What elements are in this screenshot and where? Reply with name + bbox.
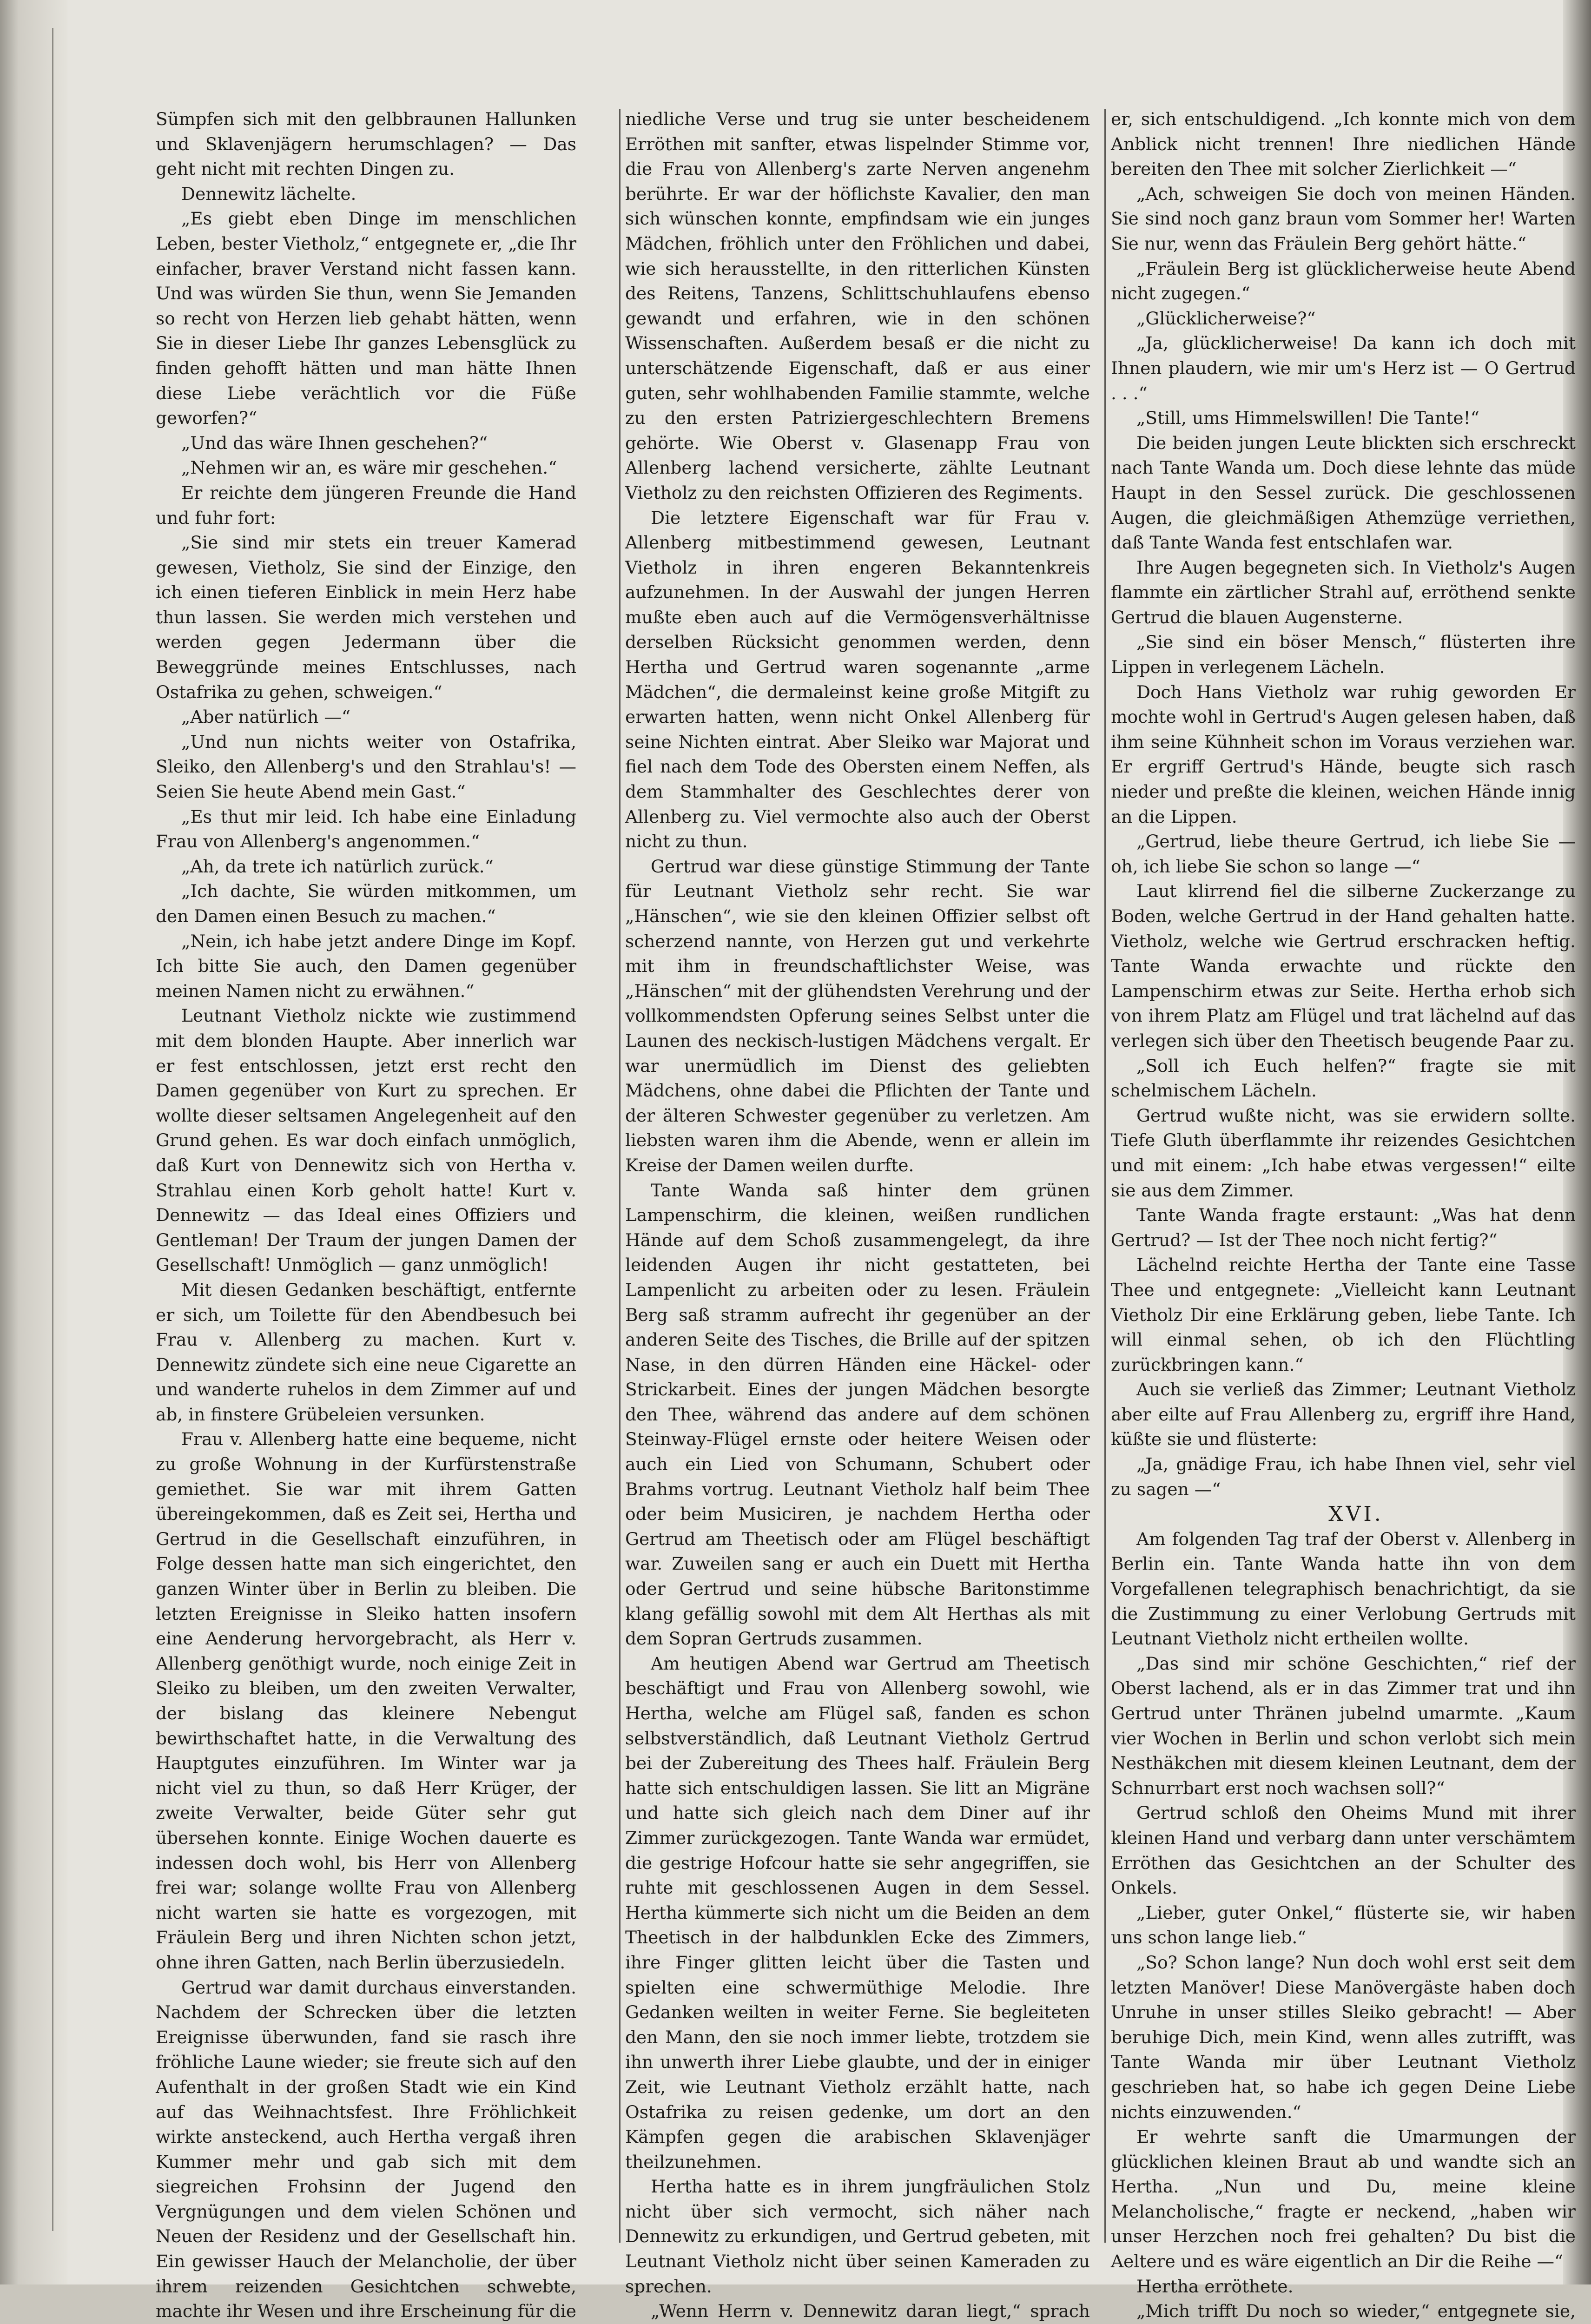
paragraph: Sümpfen sich mit den gelbbraunen Hallunken und Sklavenjägern herumschlagen? — Das geht nicht mit rechten Dingen zu. [156, 109, 576, 179]
paragraph: Gertrud war diese günstige Stimmung der Tante für Leutnant Vietholz sehr recht. Sie war „Hänschen“, wie sie den kleinen Offizier selbst oft scherzend nannte, von Herzen gut und verkehrte mit ihm in freundschaftlichster Weise, was „Hänschen“ mit der glühendsten Verehrung und der vollkommendsten Opferung seines Selbst unter die Launen des neckisch-lustigen Mädchens vergalt. Er war unermüdlich im Dienst des geliebten Mädchens, ohne dabei die Pflichten der Tante und der älteren Schwester gegenüber zu verletzen. Am liebsten waren ihm die Abende, wenn er allein im Kreise der Damen weilen durfte. [625, 856, 1090, 1175]
paragraph: „Mich trifft Du noch so wieder,“ entgegnete sie, [1136, 2301, 1576, 2322]
paragraph: „Ja, glücklicherweise! Da kann ich doch mit Ihnen plaudern, wie mir um's Herz ist — O Gertrud . . .“ [1111, 333, 1576, 403]
paragraph: Hertha erröthete. [1136, 2276, 1294, 2297]
paragraph: Gertrud war damit durchaus einverstanden. Nachdem der Schrecken über die letzten Ereignisse überwunden, fand sie rasch ihre fröhliche Laune wieder; sie freute sich auf den Aufenthalt in der großen Stadt wie ein Kind auf das Weihnachtsfest. Ihre Fröhlichkeit wirkte ansteckend, auch Hertha vergaß ihren Kummer mehr und gab sich mit dem siegreichen Frohsinn der Jugend den Vergnügungen und dem vielen Schönen und Neuen der Residenz und der Gesellschaft hin. Ein gewisser Hauch der Melancholie, der über ihrem reizenden Gesichtchen schwebte, machte ihr Wesen und ihre Erscheinung für die [156, 1977, 576, 2322]
column-rule [619, 109, 621, 2243]
paragraph: niedliche Verse und trug sie unter bescheidenem Erröthen mit sanfter, etwas lispelnder Stimme vor, die Frau von Allenberg's zarte Nerven angenehm berührte. Er war der höflichste Kavalier, den man sich wünschen konnte, empfindsam wie ein junges Mädchen, fröhlich unter den Fröhlichen und dabei, wie sich herausstellte, in den ritterlichen Künsten des Reitens, Tanzens, Schlittschuhlaufens ebenso gewandt und erfahren, wie in den schönen Wissenschaften. Außerdem besaß er die nicht zu unterschätzende Eigenschaft, daß er aus einer guten, sehr wohlhabenden Familie stammte, welche zu den ersten Patriziergeschlechtern Bremens gehörte. Wie Oberst v. Glasenapp Frau von Allenberg lachend versicherte, zählte Leutnant Vietholz zu den reichsten Offizieren des Regiments. [625, 109, 1090, 503]
text-column-2 [625, 107, 1090, 2322]
paragraph: „Ja, gnädige Frau, ich habe Ihnen viel, sehr viel zu sagen —“ [1111, 1454, 1576, 1499]
paragraph: „Und das wäre Ihnen geschehen?“ [181, 432, 488, 453]
paragraph: „Lieber, guter Onkel,“ flüsterte sie, wir haben uns schon lange lieb.“ [1111, 1902, 1576, 1948]
paragraph: Gertrud wußte nicht, was sie erwidern sollte. Tiefe Gluth überflammte ihr reizendes Gesichtchen und mit einem: „Ich habe etwas vergessen!“ eilte sie aus dem Zimmer. [1111, 1105, 1576, 1201]
paragraph: „Es thut mir leid. Ich habe eine Einladung Frau von Allenberg's angenommen.“ [156, 806, 576, 852]
paragraph: „Sie sind ein böser Mensch,“ flüsterten ihre Lippen in verlegenem Lächeln. [1111, 632, 1576, 678]
paragraph: „Das sind mir schöne Geschichten,“ rief der Oberst lachend, als er in das Zimmer trat und ihn Gertrud unter Thränen jubelnd umarmte. „Kaum vier Wochen in Berlin und schon verlobt sich mein Nesthäkchen mit diesem kleinen Leutnant, dem der Schnurrbart erst noch wachsen soll?“ [1111, 1653, 1576, 1798]
paragraph: „Still, ums Himmelswillen! Die Tante!“ [1136, 408, 1479, 429]
paragraph: Am folgenden Tag traf der Oberst v. Allenberg in Berlin ein. Tante Wanda hatte ihn von dem Vorgefallenen telegraphisch benachrichtigt, da sie die Zustimmung zu einer Verlobung Gertruds mit Leutnant Vietholz nicht ertheilen wollte. [1111, 1528, 1576, 1649]
paragraph: Lächelnd reichte Hertha der Tante eine Tasse Thee und entgegnete: „Vielleicht kann Leutnant Vietholz Dir eine Erklärung geben, liebe Tante. Ich will einmal sehen, ob ich den Flüchtling zurückbringen kann.“ [1111, 1254, 1576, 1375]
paragraph: „Gertrud, liebe theure Gertrud, ich liebe Sie — oh, ich liebe Sie schon so lange —“ [1111, 831, 1576, 877]
column-rule [1104, 109, 1106, 2243]
paragraph: Er wehrte sanft die Umarmungen der glücklichen kleinen Braut ab und wandte sich an Hertha. „Nun und Du, meine kleine Melancholische,“ fragte er neckend, „haben wir unser Herzchen noch frei gehalten? Du bist die Aeltere und es wäre eigentlich an Dir die Reihe —“ [1111, 2126, 1576, 2272]
paragraph: „Sie sind mir stets ein treuer Kamerad gewesen, Vietholz, Sie sind der Einzige, den ich einen tieferen Einblick in mein Herz habe thun lassen. Sie werden mich verstehen und werden gegen Jedermann über die Beweggründe meines Entschlusses, nach Ostafrika zu gehen, schweigen.“ [156, 532, 576, 702]
paragraph: Laut klirrend fiel die silberne Zuckerzange zu Boden, welche Gertrud in der Hand gehalten hatte. Vietholz, welche wie Gertrud erschracken heftig. Tante Wanda erwachte und rückte den Lampenschirm etwas zur Seite. Hertha erhob sich von ihrem Platz am Flügel und trat lächelnd auf das verlegen sich über den Theetisch beugende Paar zu. [1111, 881, 1576, 1051]
page-gutter [0, 0, 67, 2284]
gutter-edge [52, 28, 53, 2231]
paragraph: „Nein, ich habe jetzt andere Dinge im Kopf. Ich bitte Sie auch, den Damen gegenüber meinen Namen nicht zu erwähnen.“ [156, 931, 576, 1001]
paragraph: Gertrud schloß den Oheims Mund mit ihrer kleinen Hand und verbarg dann unter verschämtem Erröthen das Gesichtchen an der Schulter des Onkels. [1111, 1802, 1576, 1898]
paragraph: Dennewitz lächelte. [181, 183, 356, 204]
paragraph: Tante Wanda saß hinter dem grünen Lampenschirm, die kleinen, weißen rundlichen Hände auf dem Schoß zusammengelegt, da ihre leidenden Augen ihr nicht gestatteten, bei Lampenlicht zu arbeiten oder zu lesen. Fräulein Berg saß stramm aufrecht ihr gegenüber an der anderen Seite des Tisches, die Brille auf der spitzen Nase, in den dürren Händen eine Häckel- oder Strickarbeit. Eines der jungen Mädchen besorgte den Thee, während das andere auf dem schönen Steinway-Flügel ernste oder heitere Weisen oder auch ein Lied von Schumann, Schubert oder Brahms vortrug. Leutnant Vietholz half beim Thee oder beim Musiciren, je nachdem Hertha oder Gertrud am Theetisch oder am Flügel beschäftigt war. Zuweilen sang er auch ein Duett mit Hertha oder Gertrud und seine hübsche Baritonstimme klang gefällig sowohl mit dem Alt Herthas als mit dem Sopran Gertruds zusammen. [625, 1180, 1090, 1649]
paragraph: Die letztere Eigenschaft war für Frau v. Allenberg mitbestimmend gewesen, Leutnant Vietholz in ihren engeren Bekanntenkreis aufzunehmen. In der Auswahl der jungen Herren mußte eben auch auf die Vermögensverhältnisse derselben Rücksicht genommen werden, denn Hertha und Gertrud waren sogenannte „arme Mädchen“, die dermaleinst keine große Mitgift zu erwarten hatten, wenn nicht Onkel Allenberg für seine Nichten eintrat. Aber Sleiko war Majorat und fiel nach dem Tode des Obersten einem Neffen, als dem Stammhalter des Geschlechtes derer von Allenberg zu. Viel vermochte also auch der Oberst nicht zu thun. [625, 507, 1090, 852]
paragraph: „Nehmen wir an, es wäre mir geschehen.“ [181, 457, 557, 478]
paragraph: „Und nun nichts weiter von Ostafrika, Sleiko, den Allenberg's und den Strahlau's! — Seien Sie heute Abend mein Gast.“ [156, 731, 576, 802]
text-column-1 [156, 107, 576, 2322]
paragraph: Mit diesen Gedanken beschäftigt, entfernte er sich, um Toilette für den Abendbesuch bei Frau v. Allenberg zu machen. Kurt v. Dennewitz zündete sich eine neue Cigarette an und wanderte ruhelos in dem Zimmer auf und ab, in finstere Grübeleien versunken. [156, 1279, 576, 1425]
paragraph: „So? Schon lange? Nun doch wohl erst seit dem letzten Manöver! Diese Manövergäste haben doch Unruhe in unser stilles Sleiko gebracht! — Aber beruhige Dich, mein Kind, wenn alles zutrifft, was Tante Wanda mir über Leutnant Vietholz geschrieben hat, so habe ich gegen Deine Liebe nichts einzuwenden.“ [1111, 1952, 1576, 2122]
paragraph: Tante Wanda fragte erstaunt: „Was hat denn Gertrud? — Ist der Thee noch nicht fertig?“ [1111, 1205, 1576, 1250]
paragraph: Ihre Augen begegneten sich. In Vietholz's Augen flammte ein zärtlicher Strahl auf, erröthend senkte Gertrud die blauen Augensterne. [1111, 557, 1576, 627]
text-column-3 [1111, 107, 1576, 2322]
paragraph: „Ah, da trete ich natürlich zurück.“ [181, 856, 494, 877]
paragraph: „Ich dachte, Sie würden mitkommen, um den Damen einen Besuch zu machen.“ [156, 881, 576, 926]
paragraph: „Es giebt eben Dinge im menschlichen Leben, bester Vietholz,“ entgegnete er, „die Ihr einfacher, braver Verstand nicht fassen kann. Und was würden Sie thun, wenn Sie Jemanden so recht von Herzen lieb gehabt hätten, wenn Sie in dieser Liebe Ihr ganzes Lebensglück zu finden gehofft hätten und man hätte Ihnen diese Liebe verächtlich vor die Füße geworfen?“ [156, 208, 576, 429]
paragraph: Hertha hatte es in ihrem jungfräulichen Stolz nicht über sich vermocht, sich näher nach Dennewitz zu erkundigen, und Gertrud gebeten, mit Leutnant Vietholz nicht über seinen Kameraden zu sprechen. [625, 2176, 1090, 2297]
paragraph: „Fräulein Berg ist glücklicherweise heute Abend nicht zugegen.“ [1111, 258, 1576, 304]
paragraph: „Soll ich Euch helfen?“ fragte sie mit schelmischem Lächeln. [1111, 1055, 1576, 1101]
paragraph: Frau v. Allenberg hatte eine bequeme, nicht zu große Wohnung in der Kurfürstenstraße gemiethet. Sie war mit ihrem Gatten übereingekommen, daß es Zeit sei, Hertha und Gertrud in die Gesellschaft einzuführen, in Folge dessen hatte man sich eingerichtet, den ganzen Winter über in Berlin zu bleiben. Die letzten Ereignisse in Sleiko hatten insofern eine Aenderung hervorgebracht, als Herr v. Allenberg genöthigt wurde, noch einige Zeit in Sleiko zu bleiben, um den zweiten Verwalter, der bislang das kleinere Nebengut bewirthschaftet hatte, in die Verwaltung des Hauptgutes einzuführen. Im Winter war ja nicht viel zu thun, so daß Herr Krüger, der zweite Verwalter, beide Güter sehr gut übersehen konnte. Einige Wochen dauerte es indessen doch wohl, bis Herr von Allenberg frei war; solange wollte Frau von Allenberg nicht warten sie hatte es vorgezogen, mit Fräulein Berg und ihren Nichten schon jetzt, ohne ihren Gatten, nach Berlin überzusiedeln. [156, 1429, 576, 1973]
paragraph: „Glücklicherweise?“ [1136, 308, 1316, 329]
paragraph: „Aber natürlich —“ [181, 706, 350, 727]
paragraph: Er reichte dem jüngeren Freunde die Hand und fuhr fort: [156, 482, 576, 528]
section-heading: XVI. [1328, 1502, 1384, 1526]
paragraph: „Ach, schweigen Sie doch von meinen Händen. Sie sind noch ganz braun vom Sommer her! Warten Sie nur, wenn das Fräulein Berg gehört hätte.“ [1111, 183, 1576, 254]
paragraph: Auch sie verließ das Zimmer; Leutnant Vietholz aber eilte auf Frau Allenberg zu, ergriff ihre Hand, küßte sie und flüsterte: [1111, 1379, 1576, 1450]
paragraph: Doch Hans Vietholz war ruhig geworden Er mochte wohl in Gertrud's Augen gelesen haben, daß ihm seine Kühnheit schon im Voraus verziehen war. Er ergriff Gertrud's Hände, beugte sich rasch nieder und preßte die kleinen, weichen Hände innig an die Lippen. [1111, 681, 1576, 827]
paragraph: Am heutigen Abend war Gertrud am Theetisch beschäftigt und Frau von Allenberg sowohl, wie Hertha, welche am Flügel saß, fanden es schon selbstverständlich, daß Leutnant Vietholz Gertrud bei der Zubereitung des Thees half. Fräulein Berg hatte sich entschuldigen lassen. Sie litt an Migräne und hatte sich gleich nach dem Diner auf ihr Zimmer zurückgezogen. Tante Wanda war ermüdet, die gestrige Hofcour hatte sie sehr angegriffen, sie ruhte mit geschlossenen Augen in dem Sessel. Hertha kümmerte sich nicht um die Beiden an dem Theetisch in der halbdunklen Ecke des Zimmers, ihre Finger glitten leicht über die Tasten und spielten eine schwermüthige Melodie. Ihre Gedanken weilten in weiter Ferne. Sie begleiteten den Mann, den sie noch immer liebte, trotzdem sie ihn unwerth ihrer Liebe glaubte, und der in einiger Zeit, wie Leutnant Vietholz erzählt hatte, nach Ostafrika zu reisen gedenke, um dort an den Kämpfen gegen die arabischen Sklavenjäger theilzunehmen. [625, 1653, 1090, 2172]
paragraph: er, sich entschuldigend. „Ich konnte mich von dem Anblick nicht trennen! Ihre niedlichen Hände bereiten den Thee mit solcher Zierlichkeit —“ [1111, 109, 1576, 179]
paragraph: „Wenn Herrn v. Dennewitz daran liegt,“ sprach [651, 2301, 1090, 2322]
paragraph: Die beiden jungen Leute blickten sich erschreckt nach Tante Wanda um. Doch diese lehnte das müde Haupt in den Sessel zurück. Die geschlossenen Augen, die gleichmäßigen Athemzüge verriethen, daß Tante Wanda fest entschlafen war. [1111, 432, 1576, 553]
paragraph: Leutnant Vietholz nickte wie zustimmend mit dem blonden Haupte. Aber innerlich war er fest entschlossen, jetzt erst recht den Damen gegenüber von Kurt zu sprechen. Er wollte dieser seltsamen Angelegenheit auf den Grund gehen. Es war doch einfach unmöglich, daß Kurt von Dennewitz sich von Hertha v. Strahlau einen Korb geholt hatte! Kurt v. Dennewitz — das Ideal eines Offiziers und Gentleman! Der Traum der jungen Damen der Gesellschaft! Unmöglich — ganz unmöglich! [156, 1005, 576, 1275]
